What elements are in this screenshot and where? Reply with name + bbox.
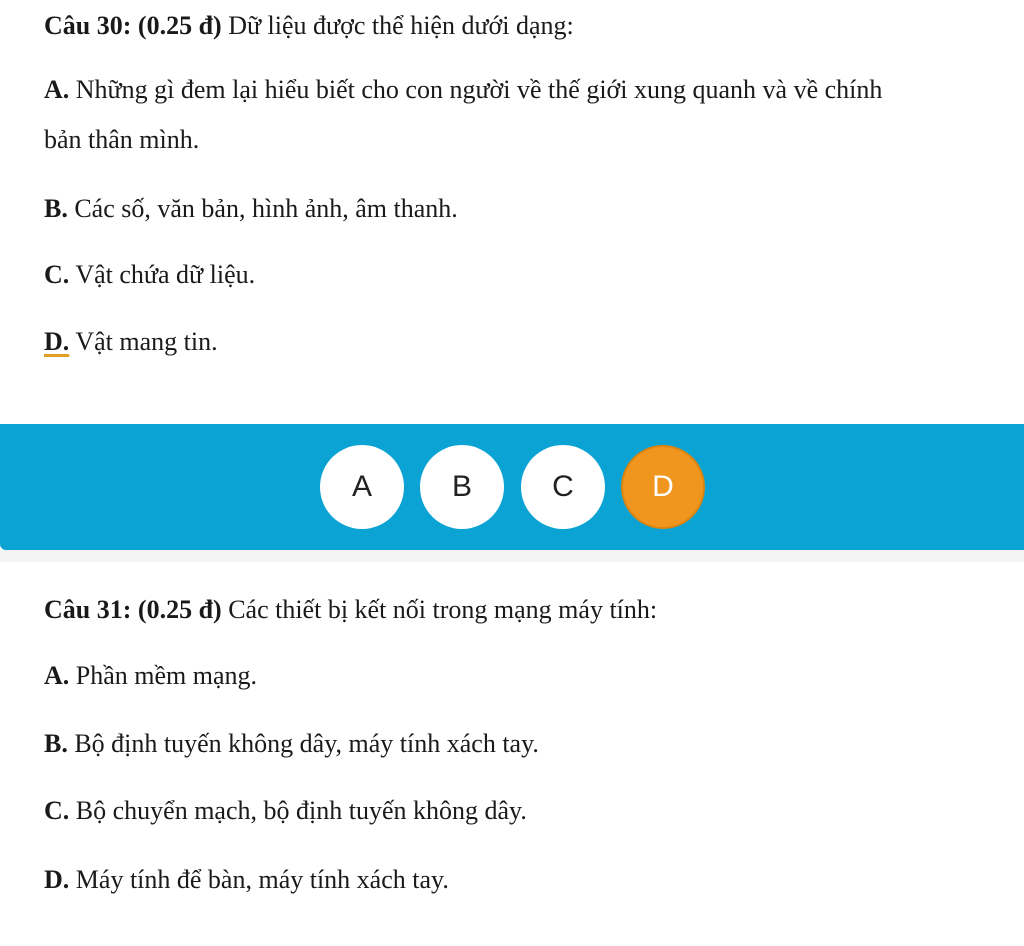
question-30-option-a[interactable] — [44, 74, 882, 106]
option-letter: A. — [44, 661, 70, 690]
question-31-option-c[interactable] — [44, 795, 527, 827]
question-31-option-d[interactable] — [44, 864, 449, 896]
question-30 — [0, 0, 1024, 420]
option-text: Máy tính để bàn, máy tính xách tay. — [75, 865, 449, 894]
question-30-header — [44, 10, 574, 42]
option-text: bản thân mình. — [44, 125, 200, 154]
question-30-option-b[interactable] — [44, 193, 458, 225]
question-30-option-a-continued — [44, 124, 199, 156]
option-letter: A. — [44, 75, 70, 104]
option-letter: B. — [44, 729, 68, 758]
question-31-option-b[interactable] — [44, 728, 539, 760]
question-30-prompt: Dữ liệu được thể hiện dưới dạng: — [228, 11, 574, 40]
answer-selector-bar — [0, 424, 1024, 550]
option-text: Bộ chuyển mạch, bộ định tuyến không dây. — [75, 796, 527, 825]
option-letter: D. — [44, 865, 70, 894]
section-divider — [0, 550, 1024, 562]
option-letter: C. — [44, 260, 70, 289]
option-text: Vật chứa dữ liệu. — [75, 260, 256, 289]
question-30-option-c[interactable] — [44, 259, 255, 291]
option-letter: C. — [44, 796, 70, 825]
answer-button-c[interactable]: C — [521, 445, 605, 529]
question-31 — [0, 562, 1024, 946]
question-30-points: (0.25 đ) — [137, 11, 222, 40]
question-31-number: Câu 31: — [44, 595, 132, 624]
answer-button-d-selected[interactable]: D — [621, 445, 705, 529]
option-text: Những gì đem lại hiểu biết cho con người về thế giới xung quanh và về chính — [75, 75, 883, 104]
option-text: Vật mang tin. — [75, 327, 218, 356]
question-30-option-d[interactable] — [44, 326, 218, 358]
option-letter: B. — [44, 194, 68, 223]
question-31-header — [44, 594, 657, 626]
question-31-points: (0.25 đ) — [137, 595, 222, 624]
option-letter: D. — [44, 327, 70, 356]
question-31-option-a[interactable] — [44, 660, 257, 692]
answer-button-a[interactable]: A — [320, 445, 404, 529]
question-31-prompt: Các thiết bị kết nối trong mạng máy tính: — [228, 595, 658, 624]
answer-button-b[interactable]: B — [420, 445, 504, 529]
option-text: Bộ định tuyến không dây, máy tính xách tay. — [74, 729, 539, 758]
option-text: Phần mềm mạng. — [75, 661, 258, 690]
option-text: Các số, văn bản, hình ảnh, âm thanh. — [74, 194, 458, 223]
question-30-number: Câu 30: — [44, 11, 132, 40]
